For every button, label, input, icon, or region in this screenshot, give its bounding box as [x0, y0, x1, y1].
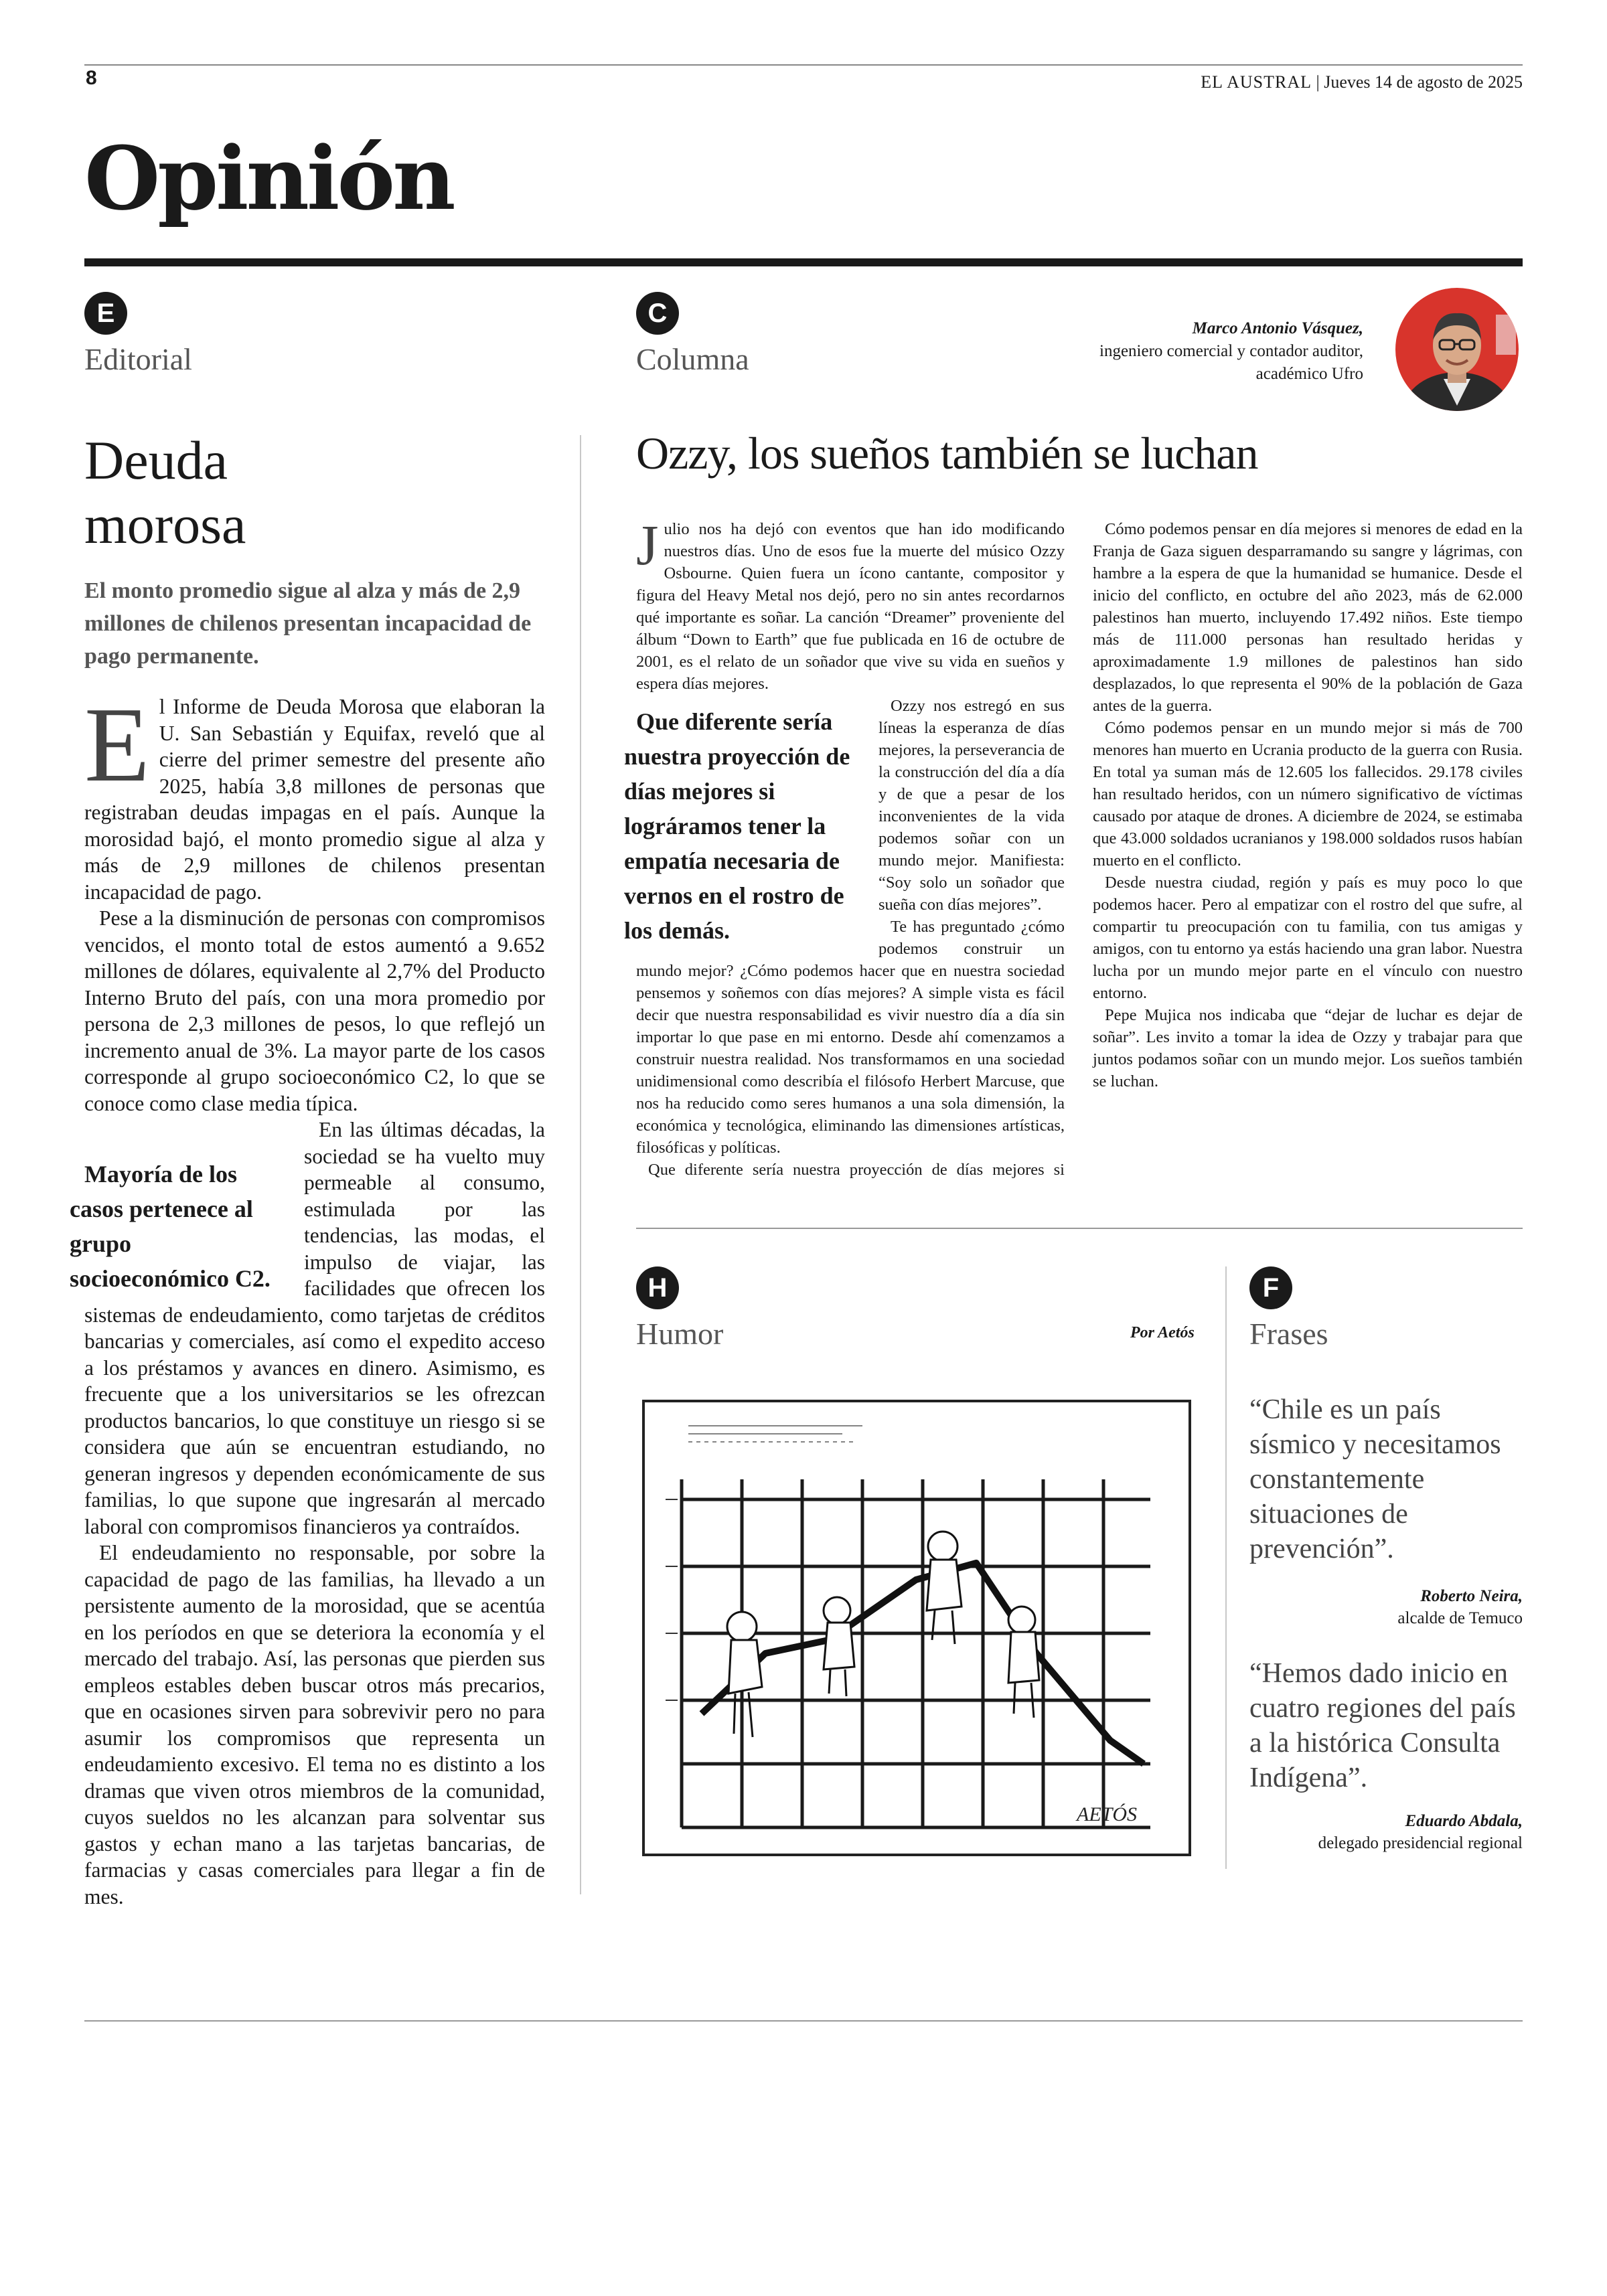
author-name: Marco Antonio Vásquez,	[1192, 319, 1363, 337]
cartoon	[641, 1399, 1192, 1857]
column-paragraph: Cómo podemos pensar en un mundo mejor si más de 700 menores han muerto en Ucrania producto de la guerra con Rusia. En total ya suman más de 12.605 los fallecidos. 29.178 civiles han resultado heridos, con un número significativo de víctimas causado por ataque de drones. A diciembre de 2024, se estimaba que 43.000 soldados ucranianos y 198.000 soldados rusos habían muerto en el conflicto.	[1093, 719, 1523, 870]
editorial-title-line1: Deuda	[84, 430, 228, 491]
frases-kicker: Frases	[1249, 1317, 1328, 1351]
frase-quote-2: “Hemos dado inicio en cuatro regiones del país a la histórica Consulta Indígena”.	[1249, 1658, 1516, 1793]
author-credit	[1099, 317, 1363, 386]
editorial-title-line2: morosa	[84, 494, 246, 555]
column-kicker: Columna	[636, 342, 749, 376]
column-paragraph: Ozzy nos estregó en sus líneas la esperanza de días mejores, la perseverancia de la construcción del día a día y de que a pesar de los inconvenientes de la vida podemos soñar con un mundo mejor. Manifiesta: “Soy solo un soñador que sueña con días mejores”.	[878, 697, 1065, 914]
lower-rule	[636, 1228, 1523, 1229]
column-paragraph: ulio nos ha dejó con eventos que han ido modificando nuestros días. Uno de esos fue la muerte del músico Ozzy Osbourne. Quien fuera un ícono cantante, compositor y figura del Heavy Metal nos dejó, pero no sin antes recordarnos qué importante es soñar. La canción “Dreamer” proveniente del álbum “Down to Earth” que fue publicada en 16 de octubre de 2001, es el relato de un soñador que vive su vida en sueños y espera días mejores.	[636, 520, 1065, 693]
frase-speaker-1: Roberto Neira,	[1420, 1587, 1523, 1605]
bottom-rule	[84, 2020, 1523, 2022]
humor-badge: H	[636, 1266, 679, 1309]
author-affiliation: académico Ufro	[1255, 365, 1363, 383]
editorial-dropcap: E	[84, 685, 150, 804]
editorial-pull-quote: Mayoría de los casos pertenece al grupo socioeconómico C2.	[70, 1161, 271, 1292]
cartoon-signature: AETÓS	[1077, 1803, 1137, 1825]
editorial-lead: El monto promedio sigue al alza y más de 2,9 millones de chilenos presentan incapacidad de pago permanente.	[84, 578, 532, 669]
frase-role-1: alcalde de Temuco	[1397, 1609, 1523, 1627]
column-pull-quote: Que diferente sería nuestra proyección de días mejores si lográramos tener la empatía necesaria de vernos en el rostro de los demás.	[624, 708, 850, 944]
editorial-kicker: Editorial	[84, 342, 192, 376]
column-paragraph: Desde nuestra ciudad, región y país es muy poco lo que podemos hacer. Pero al empatizar con el rostro del que sufre, al compartir tu preocupación con tu familia, con tus amigas y amigos, con tu entorno ya estás haciendo una gran labor. Nuestra lucha por un mundo mejor parte en el vínculo con nuestro entorno.	[1093, 874, 1523, 1002]
column-paragraph: Te has preguntado ¿cómo podemos construir un mundo mejor? ¿Cómo podemos hacer que en nuestra sociedad pensemos y soñemos con días mejores? A simple vista es fácil decir que nuestra responsabilidad es vivir nuestro día a día sin importar lo que pase en mi entorno. Desde ahí comenzamos a construir nuestra realidad. Nos transformamos en una sociedad unidimensional como describía el filósofo Herbert Marcuse, que nos ha reducido como seres humanos a una sola dimensión, la económica y tecnológica, eliminando las dimensiones artísticas, filosóficas y políticas.	[636, 918, 1065, 1157]
column-paragraph: Cómo podemos pensar en día mejores si menores de edad en la Franja de Gaza siguen desparramando su sangre y lágrimas, con hambre a la espera de que la humanidad se humanice. Desde el inicio del conflicto, en octubre del año 2023, más de 62.000 palestinos han muerto, incluyendo 17.492 niños. Este tiempo más de 111.000 personas han resultado heridas y aproximadamente 1.9 millones de palestinos han sido desplazados, lo que representa el 90% de la población de Gaza antes de la guerra.	[1093, 520, 1523, 715]
column-dropcap: J	[636, 513, 659, 577]
humor-kicker: Humor	[636, 1317, 724, 1351]
editorial-paragraph: l Informe de Deuda Morosa que elaboran la U. San Sebastián y Equifax, reveló que al cierre del primer semestre del presente año 2025, había 3,8 millones de personas que registraban deudas impagas en el país. Aunque la morosidad bajó, el monto promedio sigue al alza y más de 2,9 millones de chilenos presentan incapacidad de pago.	[84, 695, 545, 904]
editorial-title	[84, 428, 246, 557]
editorial-body	[70, 685, 545, 1910]
section-rule	[84, 258, 1523, 266]
editorial-badge: E	[84, 292, 127, 335]
column-body-left	[624, 513, 1065, 1181]
masthead	[1201, 72, 1523, 92]
column-badge: C	[636, 292, 679, 335]
page-number: 8	[86, 67, 97, 89]
column-title: Ozzy, los sueños también se luchan	[636, 428, 1258, 479]
frase-speaker-2: Eduardo Abdala,	[1405, 1812, 1523, 1830]
column-paragraph: Pepe Mujica nos indicaba que “dejar de luchar es dejar de soñar”. Les invito a tomar la idea de Ozzy y trabajar para que juntos podamos soñar con un mundo mejor. Los sueños también se luchan.	[1093, 1006, 1523, 1090]
section-title: Opinión	[84, 127, 453, 230]
frase-role-2: delegado presidencial regional	[1318, 1834, 1523, 1852]
editorial-paragraph: El endeudamiento no responsable, por sobre la capacidad de pago de las familias, ha llevado a un persistente aumento de la morosidad, que se acentúa en los períodos en que se deteriora la economía y el mercado del trabajo. Así, las personas que pierden sus empleos estables deben buscar otros más precarios, que en ocasiones sirven para sobrevivir pero no para asumir los compromisos que representa un endeudamiento excesivo. El tema no es distinto a los dramas que viven otros miembros de la comunidad, cuyos sueldos no les alcanzan para solventar sus gastos y echan mano a las tarjetas bancarias, de farmacias y casas comerciales para llegar a fin de mes.	[84, 1541, 545, 1908]
author-role: ingeniero comercial y contador auditor,	[1099, 342, 1363, 360]
column-body-right	[1093, 518, 1523, 1092]
editorial-paragraph: Pese a la disminución de personas con compromisos vencidos, el monto total de estos aumentó a 9.652 millones de dólares, equivalente al 2,7% del Producto Interno Bruto del país, con una mora promedio por persona de 2,3 millones de pesos, lo que reflejó un incremento anual de 3%. La mayor parte de los casos corresponde al grupo socioeconómico C2, lo que se conoce como clase media típica.	[84, 906, 545, 1115]
column-paragraph: Que diferente sería nuestra proyección de días mejores si	[648, 1161, 1065, 1179]
masthead-separator: |	[1316, 72, 1324, 92]
newspaper-name: EL AUSTRAL	[1201, 72, 1312, 92]
humor-credit: Por Aetós	[1130, 1324, 1195, 1341]
humor-frases-divider	[1225, 1266, 1227, 1869]
top-rule	[84, 64, 1523, 66]
frase-attribution-1	[1397, 1585, 1523, 1629]
editorial-paragraph: En las últimas décadas, la sociedad se ha vuelto muy permeable al consumo, estimulada por las tendencias, las modas, el impulso de viajar, las facilidades que ofrecen los sistemas de endeudamiento, como tarjetas de créditos bancarias y comerciales, así como el expedito acceso a los préstamos y avances en dinero. Asimismo, es frecuente que a los universitarios se les ofrezcan productos bancarios, lo que constituye un riesgo si se considera que aún se encuentran estudiando, no generan ingresos y dependen económicamente de sus familias, lo que supone que ingresarán al mercado laboral con compromisos financieros ya contraídos.	[84, 1118, 545, 1538]
frase-attribution-2	[1318, 1810, 1523, 1854]
frases-badge: F	[1249, 1266, 1292, 1309]
issue-date: Jueves 14 de agosto de 2025	[1324, 72, 1523, 92]
column-divider	[580, 435, 581, 1894]
frase-quote-1: “Chile es un país sísmico y necesitamos constantemente situaciones de prevención”.	[1249, 1394, 1501, 1564]
author-photo	[1395, 288, 1519, 411]
